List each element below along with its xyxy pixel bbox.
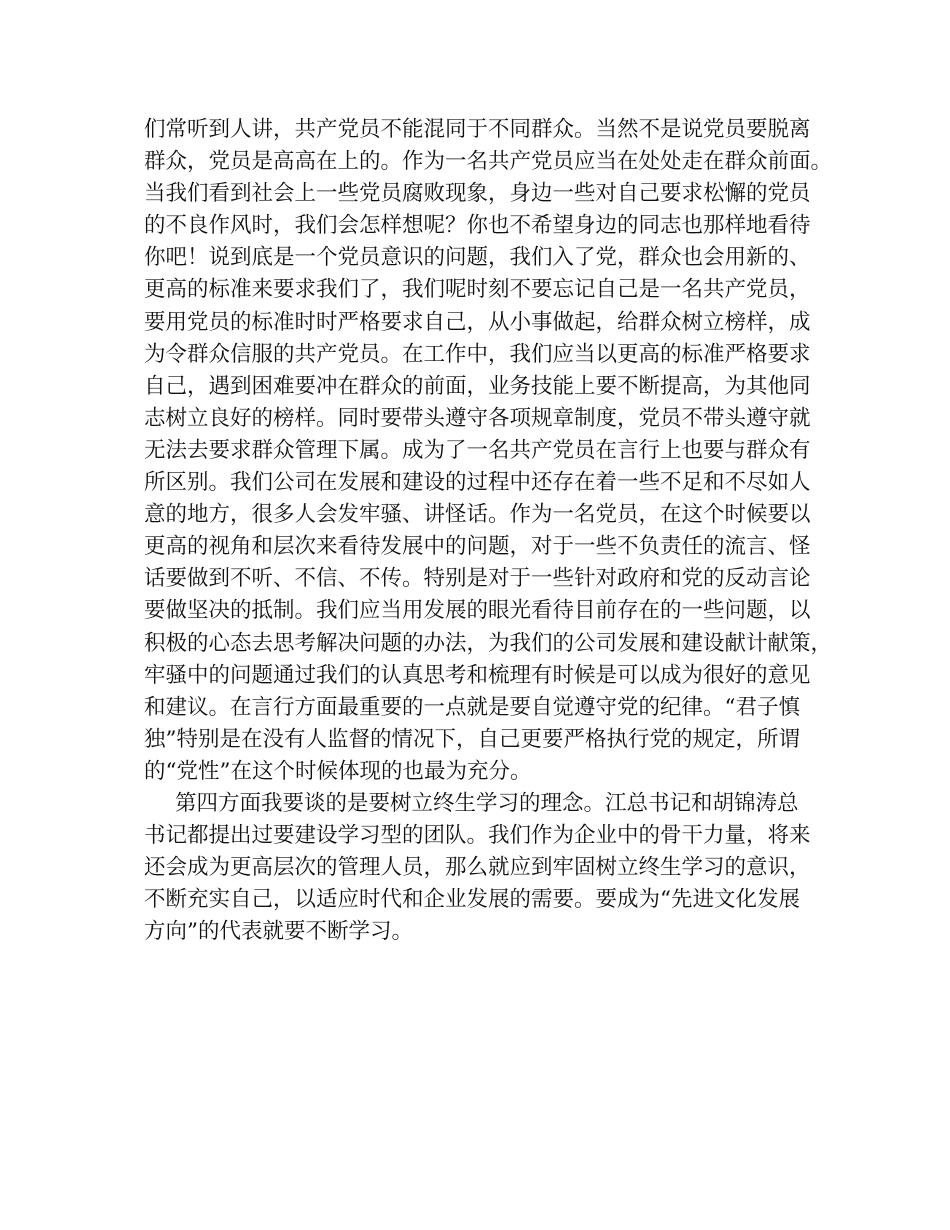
text-line: 要做坚决的抵制。我们应当用发展的眼光看待目前存在的一些问题，以 [144,598,811,624]
text-line: 还会成为更高层次的管理人员，那么就应到牢固树立终生学习的意识， [144,855,811,881]
text-line: 自己，遇到困难要冲在群众的前面，业务技能上要不断提高，为其他同 [144,373,811,399]
text-line: 更高的视角和层次来看待发展中的问题，对于一些不负责任的流言、怪 [144,534,811,560]
text-line: 话要做到不听、不信、不传。特别是对于一些针对政府和党的反动言论 [144,566,811,592]
text-line: 你吧！说到底是一个党员意识的问题，我们入了党，群众也会用新的、 [144,245,811,271]
text-line: 的不良作风时，我们会怎样想呢？你也不希望身边的同志也那样地看待 [144,213,811,239]
text-line: 所区别。我们公司在发展和建设的过程中还存在着一些不足和不尽如人 [144,470,811,496]
text-line-first-indented: 第四方面我要谈的是要树立终生学习的理念。江总书记和胡锦涛总 [175,790,799,816]
text-line: 群众，党员是高高在上的。作为一名共产党员应当在处处走在群众前面。 [144,149,833,175]
text-line: 的“党性”在这个时候体现的也最为充分。 [144,758,532,784]
paragraph-lifelong-learning [0,788,950,948]
text-line: 们常听到人讲，共产党员不能混同于不同群众。当然不是说党员要脱离 [144,117,811,142]
text-line: 书记都提出过要建设学习型的团队。我们作为企业中的骨干力量，将来 [144,823,811,849]
paragraph-party-member-conduct [0,114,950,788]
text-line: 和建议。在言行方面最重要的一点就是要自觉遵守党的纪律。“君子慎 [144,694,800,720]
text-line: 更高的标准来要求我们了，我们呢时刻不要忘记自己是一名共产党员， [144,277,811,303]
text-line: 积极的心态去思考解决问题的办法，为我们的公司发展和建设献计献策， [144,630,833,656]
body-text [0,114,950,948]
text-line: 无法去要求群众管理下属。成为了一名共产党员在言行上也要与群众有 [144,437,811,463]
text-line: 要用党员的标准时时严格要求自己，从小事做起，给群众树立榜样，成 [144,309,811,335]
text-line: 方向”的代表就要不断学习。 [144,919,413,945]
text-line: 独”特别是在没有人监督的情况下，自己更要严格执行党的规定，所谓 [144,726,800,752]
text-line: 牢骚中的问题通过我们的认真思考和梳理有时候是可以成为很好的意见 [144,662,811,688]
text-line: 为令群众信服的共产党员。在工作中，我们应当以更高的标准严格要求 [144,341,811,367]
text-line: 意的地方，很多人会发牢骚、讲怪话。作为一名党员，在这个时候要以 [144,502,811,528]
text-line: 当我们看到社会上一些党员腐败现象，身边一些对自己要求松懈的党员 [144,181,811,207]
text-line: 志树立良好的榜样。同时要带头遵守各项规章制度，党员不带头遵守就 [144,405,811,431]
text-line: 不断充实自己，以适应时代和企业发展的需要。要成为“先进文化发展 [144,887,800,913]
